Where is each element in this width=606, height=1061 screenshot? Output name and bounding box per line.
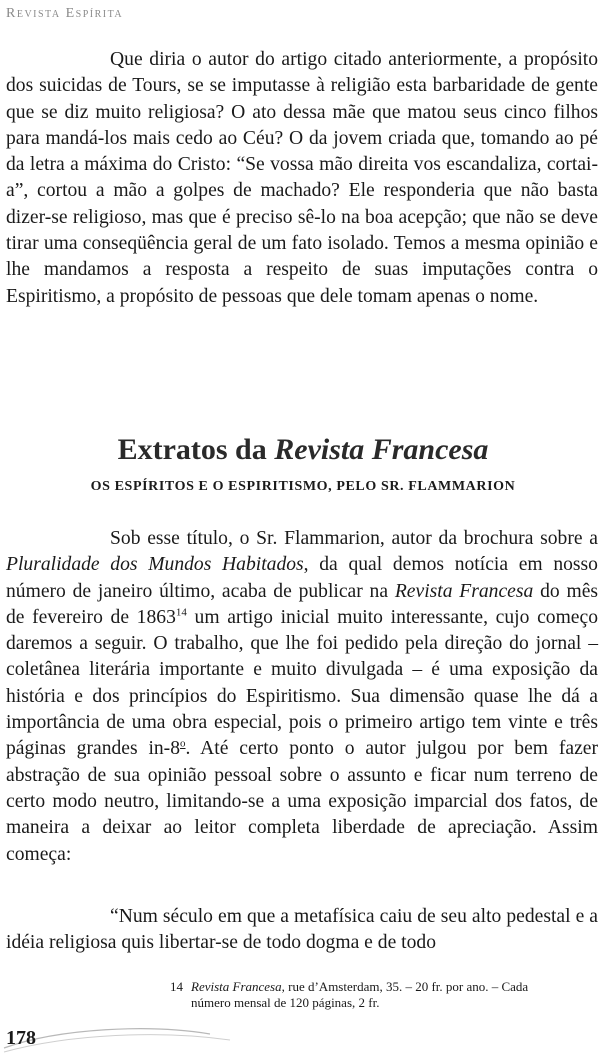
footnote-line1: , rue d’Amsterdam, 35. – 20 fr. por ano. – Cada (281, 979, 529, 994)
para2-text-1: Sob esse título, o Sr. Flammarion, autor da brochura sobre a (110, 528, 598, 549)
page-swoosh-decoration (0, 1018, 240, 1058)
running-head: Revista Espírita (6, 6, 124, 21)
para2-text-3: do mês de fevereiro de 1863 (6, 580, 599, 628)
heading-prefix: Extratos da (117, 433, 275, 466)
section-subheading: OS ESPÍRITOS E O ESPIRITISMO, PELO SR. FLAMMARION (90, 479, 516, 494)
paragraph-1: Que diria o autor do artigo citado anteriormente, a propósito dos suicidas de Tours, se se imputasse à religião esta barbaridade de gente que se diz muito religiosa? O ato dessa mãe que matou seus cinco filhos para mandá-los mais cedo ao Céu? O da jovem criada que, tomando ao pé da letra a máxima do Cristo: “Se vossa mão direita vos escandaliza, cortai-a”, cortou a mão a golpes de machado? Ele responderia que não basta dizer-se religioso, mas que é preciso sê-lo na boa acepção; que não se deve tirar uma conseqüência geral de um fato isolado. Temos a mesma opinião e lhe mandamos a resposta a respeito de suas imputações contra o Espiritismo, a propósito de pessoas que dele tomam apenas o nome. (6, 49, 598, 307)
footnote-italic: Revista Francesa (191, 979, 282, 994)
para2-italic-1: Pluralidade dos Mundos Habitados (6, 554, 304, 576)
ordinal-superscript: o (180, 737, 186, 750)
para2-text-4: um artigo inicial muito interessante, cujo começo daremos a seguir. O trabalho, que lhe foi pedido pela direção do jornal – coletânea literária importante e muito divulgada – é uma exposição da história e dos princípios do Espiritismo. Sua dimensão quase lhe dá a importância de uma obra especial, pois o primeiro artigo tem vinte e três páginas grandes in-8 (6, 606, 598, 760)
section-heading (0, 433, 606, 467)
paragraph-3: “Num século em que a metafísica caiu de seu alto pedestal e a idéia religiosa quis libertar-se de todo dogma e de todo (6, 906, 598, 954)
footnote-line2: número mensal de 120 páginas, 2 fr. (191, 995, 380, 1010)
paragraph-2 (6, 526, 598, 868)
heading-italic: Revista Francesa (274, 433, 489, 466)
footnote-number: 14 (170, 979, 183, 994)
footnote (170, 979, 596, 1011)
para2-text-2: , da qual demos notícia em nosso número de janeiro último, acaba de publicar na (6, 554, 598, 602)
footnote-ref[interactable]: 14 (175, 606, 187, 619)
page-number: 178 (6, 1027, 36, 1049)
para2-italic-2: Revista Francesa (394, 580, 534, 602)
para2-text-5: . Até certo ponto o autor julgou por bem fazer abstração de sua opinião pessoal sobre o assunto e ficar num terreno de certo modo neutro, limitando-se a uma exposição imparcial dos fatos, de maneira a deixar ao leitor completa liberdade de apreciação. Assim começa: (6, 738, 598, 865)
